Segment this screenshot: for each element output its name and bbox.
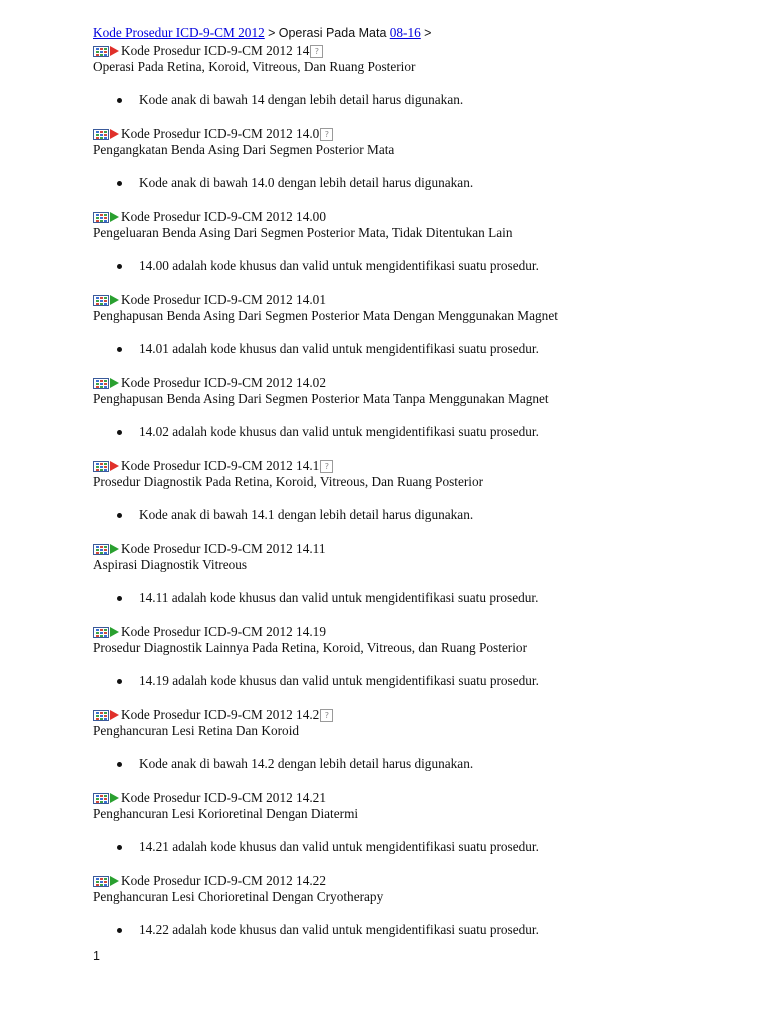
- red-play-arrow-icon: [110, 129, 119, 139]
- code-note: Kode anak di bawah 14 dengan lebih detail harus digunakan.: [139, 92, 464, 107]
- code-note-list-item: [93, 839, 753, 855]
- table-grid-icon: [93, 46, 109, 57]
- code-entry: [93, 458, 753, 523]
- code-note-list-item: [93, 590, 753, 606]
- breadcrumb-trailing-separator: >: [424, 26, 432, 40]
- green-play-arrow-icon: [110, 876, 119, 886]
- red-play-arrow-icon: [110, 461, 119, 471]
- code-heading: [93, 375, 753, 391]
- code-heading: [93, 541, 753, 557]
- breadcrumb-range-link[interactable]: 08-16: [389, 25, 421, 40]
- table-grid-icon: [93, 627, 109, 638]
- code-title: Operasi Pada Retina, Koroid, Vitreous, Dan Ruang Posterior: [93, 59, 416, 74]
- code-title: Aspirasi Diagnostik Vitreous: [93, 557, 248, 572]
- code-title: Pengangkatan Benda Asing Dari Segmen Posterior Mata: [93, 142, 395, 157]
- code-note-list-item: [93, 507, 753, 523]
- bullet-icon: [117, 513, 122, 518]
- code-title: Prosedur Diagnostik Pada Retina, Koroid, Vitreous, Dan Ruang Posterior: [93, 474, 484, 489]
- code-note-list-item: [93, 341, 753, 357]
- code-title: Prosedur Diagnostik Lainnya Pada Retina, Koroid, Vitreous, dan Ruang Posterior: [93, 640, 527, 655]
- code-label: Kode Prosedur ICD-9-CM 2012 14.2: [121, 707, 320, 722]
- code-entry-list: [93, 43, 753, 938]
- code-entry: [93, 375, 753, 440]
- table-grid-icon: [93, 129, 109, 140]
- table-grid-icon: [93, 295, 109, 306]
- code-heading: [93, 458, 753, 474]
- code-heading: [93, 790, 753, 806]
- code-note: 14.19 adalah kode khusus dan valid untuk mengidentifikasi suatu prosedur.: [139, 673, 539, 688]
- question-mark-icon[interactable]: ?: [320, 128, 333, 141]
- bullet-icon: [117, 264, 122, 269]
- code-label: Kode Prosedur ICD-9-CM 2012 14.19: [121, 624, 326, 639]
- code-note: Kode anak di bawah 14.1 dengan lebih detail harus digunakan.: [139, 507, 474, 522]
- breadcrumb: [93, 25, 753, 43]
- code-note-list-item: [93, 424, 753, 440]
- table-grid-icon: [93, 378, 109, 389]
- bullet-icon: [117, 98, 122, 103]
- breadcrumb-section: Operasi Pada Mata: [278, 26, 387, 40]
- code-entry: [93, 541, 753, 606]
- table-grid-icon: [93, 461, 109, 472]
- code-label: Kode Prosedur ICD-9-CM 2012 14.02: [121, 375, 326, 390]
- breadcrumb-root-link[interactable]: Kode Prosedur ICD-9-CM 2012: [93, 25, 265, 40]
- code-heading: [93, 126, 753, 142]
- green-play-arrow-icon: [110, 793, 119, 803]
- code-label: Kode Prosedur ICD-9-CM 2012 14.0: [121, 126, 320, 141]
- bullet-icon: [117, 762, 122, 767]
- code-note-list-item: [93, 922, 753, 938]
- document-page: [93, 25, 753, 956]
- code-note: 14.11 adalah kode khusus dan valid untuk mengidentifikasi suatu prosedur.: [139, 590, 539, 605]
- green-play-arrow-icon: [110, 378, 119, 388]
- code-entry: [93, 43, 753, 108]
- code-note-list-item: [93, 673, 753, 689]
- code-note: 14.01 adalah kode khusus dan valid untuk mengidentifikasi suatu prosedur.: [139, 341, 539, 356]
- code-entry: [93, 209, 753, 274]
- code-note: 14.02 adalah kode khusus dan valid untuk mengidentifikasi suatu prosedur.: [139, 424, 539, 439]
- question-mark-icon[interactable]: ?: [320, 709, 333, 722]
- green-play-arrow-icon: [110, 544, 119, 554]
- code-title: Penghapusan Benda Asing Dari Segmen Posterior Mata Dengan Menggunakan Magnet: [93, 308, 558, 323]
- table-grid-icon: [93, 212, 109, 223]
- question-mark-icon[interactable]: ?: [310, 45, 323, 58]
- table-grid-icon: [93, 710, 109, 721]
- code-note: Kode anak di bawah 14.2 dengan lebih detail harus digunakan.: [139, 756, 474, 771]
- code-label: Kode Prosedur ICD-9-CM 2012 14.01: [121, 292, 326, 307]
- code-label: Kode Prosedur ICD-9-CM 2012 14: [121, 43, 310, 58]
- code-entry: [93, 873, 753, 938]
- bullet-icon: [117, 181, 122, 186]
- code-note: 14.22 adalah kode khusus dan valid untuk mengidentifikasi suatu prosedur.: [139, 922, 539, 937]
- code-note-list-item: [93, 92, 753, 108]
- green-play-arrow-icon: [110, 627, 119, 637]
- code-label: Kode Prosedur ICD-9-CM 2012 14.22: [121, 873, 326, 888]
- bullet-icon: [117, 679, 122, 684]
- table-grid-icon: [93, 544, 109, 555]
- page-number: 1: [93, 949, 100, 963]
- code-title: Penghancuran Lesi Retina Dan Koroid: [93, 723, 300, 738]
- code-title: Pengeluaran Benda Asing Dari Segmen Posterior Mata, Tidak Ditentukan Lain: [93, 225, 513, 240]
- red-play-arrow-icon: [110, 710, 119, 720]
- code-heading: [93, 292, 753, 308]
- green-play-arrow-icon: [110, 212, 119, 222]
- code-note: 14.00 adalah kode khusus dan valid untuk mengidentifikasi suatu prosedur.: [139, 258, 539, 273]
- code-note-list-item: [93, 756, 753, 772]
- code-label: Kode Prosedur ICD-9-CM 2012 14.11: [121, 541, 326, 556]
- bullet-icon: [117, 347, 122, 352]
- code-note-list-item: [93, 175, 753, 191]
- table-grid-icon: [93, 793, 109, 804]
- red-play-arrow-icon: [110, 46, 119, 56]
- bullet-icon: [117, 928, 122, 933]
- code-note: Kode anak di bawah 14.0 dengan lebih detail harus digunakan.: [139, 175, 474, 190]
- code-heading: [93, 873, 753, 889]
- code-heading: [93, 209, 753, 225]
- code-entry: [93, 292, 753, 357]
- bullet-icon: [117, 430, 122, 435]
- breadcrumb-separator: >: [268, 26, 276, 40]
- code-note: 14.21 adalah kode khusus dan valid untuk mengidentifikasi suatu prosedur.: [139, 839, 539, 854]
- code-title: Penghancuran Lesi Chorioretinal Dengan Cryotherapy: [93, 889, 384, 904]
- code-label: Kode Prosedur ICD-9-CM 2012 14.1: [121, 458, 320, 473]
- code-label: Kode Prosedur ICD-9-CM 2012 14.00: [121, 209, 326, 224]
- code-heading: [93, 43, 753, 59]
- code-entry: [93, 624, 753, 689]
- code-label: Kode Prosedur ICD-9-CM 2012 14.21: [121, 790, 326, 805]
- question-mark-icon[interactable]: ?: [320, 460, 333, 473]
- code-entry: [93, 790, 753, 855]
- code-entry: [93, 707, 753, 772]
- code-title: Penghapusan Benda Asing Dari Segmen Posterior Mata Tanpa Menggunakan Magnet: [93, 391, 549, 406]
- bullet-icon: [117, 845, 122, 850]
- table-grid-icon: [93, 876, 109, 887]
- code-title: Penghancuran Lesi Korioretinal Dengan Diatermi: [93, 806, 359, 821]
- code-note-list-item: [93, 258, 753, 274]
- code-entry: [93, 126, 753, 191]
- green-play-arrow-icon: [110, 295, 119, 305]
- code-heading: [93, 707, 753, 723]
- bullet-icon: [117, 596, 122, 601]
- code-heading: [93, 624, 753, 640]
